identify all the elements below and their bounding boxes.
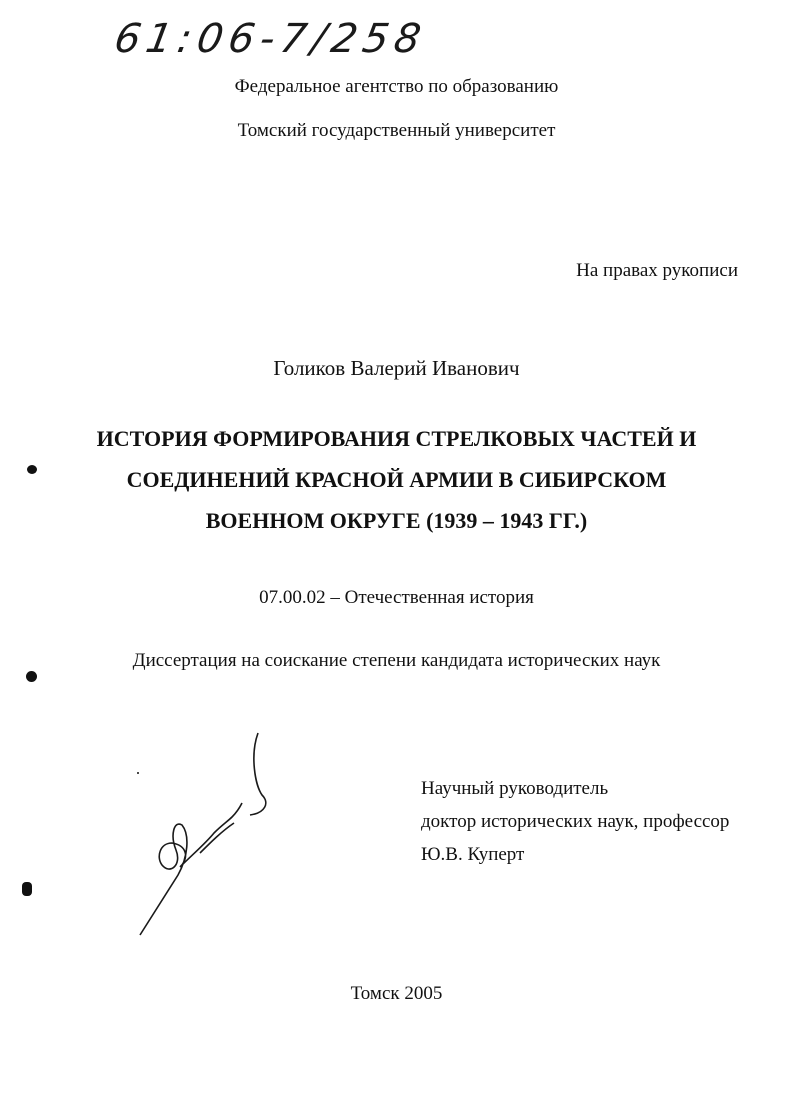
title-line-1: ИСТОРИЯ ФОРМИРОВАНИЯ СТРЕЛКОВЫХ ЧАСТЕЙ И [96,426,697,451]
manuscript-note: На правах рукописи [576,260,738,281]
title-line-2: СОЕДИНЕНИЙ КРАСНОЙ АРМИИ В СИБИРСКОМ [126,467,667,492]
dissertation-title [0,418,793,541]
scan-speck [22,882,32,896]
agency-name: Федеральное агентство по образованию [234,76,559,97]
scan-speck [27,465,37,474]
advisor-label: Научный руководитель [421,778,609,799]
advisor-credentials: доктор исторических наук, профессор [421,811,730,832]
specialty-code: 07.00.02 – Отечественная история [259,587,534,608]
degree-statement: Диссертация на соискание степени кандидата исторических наук [132,650,661,671]
title-line-3: ВОЕННОМ ОКРУГЕ (1939 – 1943 ГГ.) [205,508,588,533]
handwritten-archive-number: 61:06-7/258 [110,16,431,62]
city-year: Томск 2005 [350,983,443,1004]
scan-speck [137,772,139,774]
handwritten-signature [130,725,290,945]
scan-speck [26,671,37,682]
advisor-name: Ю.В. Куперт [421,844,525,865]
university-name: Томский государственный университет [237,120,556,141]
author-name: Голиков Валерий Иванович [273,356,520,380]
